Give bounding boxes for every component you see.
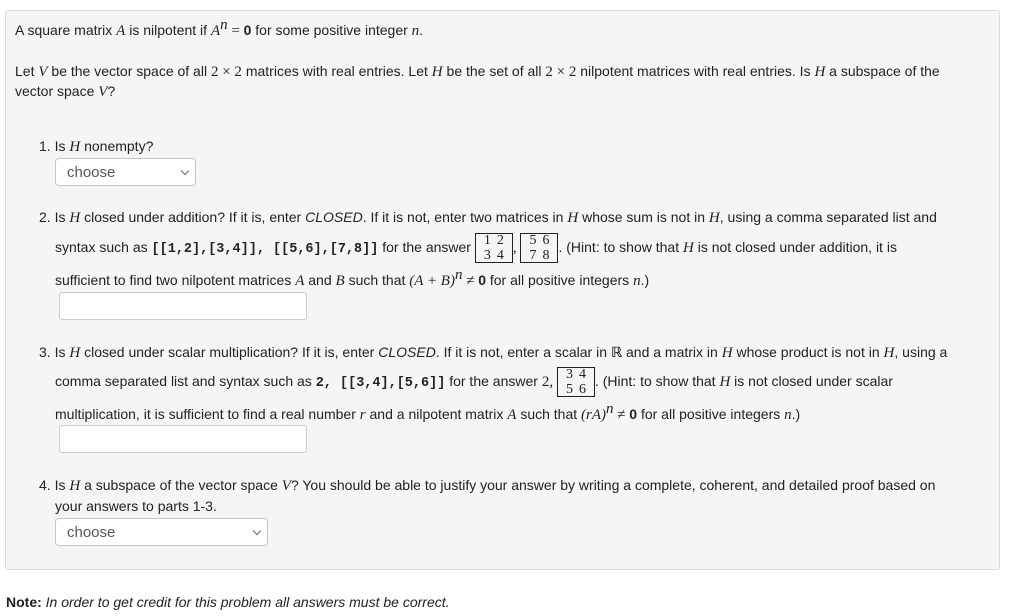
question-2-line3: sufficient to find two nilpotent matrices A and B such that $(A + B)^n \ne 0$ for all positive integers n.) — [55, 267, 650, 289]
question-4-line2: your answers to parts 1-3. — [55, 498, 217, 514]
chevron-down-icon — [253, 527, 261, 535]
setup-text-line2: vector space V? — [15, 83, 116, 100]
question-1: 1. Is H nonempty? — [39, 138, 154, 155]
q2-answer-input[interactable] — [59, 292, 307, 320]
q4-select[interactable]: choose — [55, 518, 268, 546]
question-3-line3: multiplication, it is sufficient to find a real number r and a nilpotent matrix A such that (rA)$^n$ ≠ 0 for all positive integers n.) — [55, 401, 801, 423]
setup-text: Let V be the vector space of all 2 × 2 matrices with real entries. Let H be the set of all 2 × 2 nilpotent matrices with real entries. Is H a subspace of the — [15, 63, 940, 80]
question-4: 4. Is H a subspace of the vector space V? You should be able to justify your answer by writing a complete, coherent, and detailed proof based on — [39, 477, 936, 494]
question-2-line2: syntax such as [[1,2],[3,4]], [[5,6],[7,8]] for the answer 1 2 3 4 , 5 6 7 8 . (Hint: to show that H is not closed under addition, it is — [55, 233, 897, 264]
chevron-down-icon — [181, 167, 189, 175]
q1-select[interactable]: choose — [55, 158, 196, 186]
matrix-3: 3 4 5 6 — [557, 367, 595, 397]
q3-answer-input[interactable] — [59, 425, 307, 453]
matrix-2: 5 6 7 8 — [520, 233, 558, 263]
question-2: 2. Is H closed under addition? If it is, enter CLOSED. If it is not, enter two matrices in H whose sum is not in H, using a comma separated list and — [39, 209, 937, 226]
question-3-line2: comma separated list and syntax such as 2, [[3,4],[5,6]] for the answer 2, 3 4 5 6 . (Hint: to show that H is not closed under scalar — [55, 367, 893, 398]
matrix-1: 1 2 3 4 — [475, 233, 513, 263]
definition-text: A square matrix A is nilpotent if $A^n = 0$ for some positive integer n. — [15, 17, 424, 39]
note-text: Note: In order to get credit for this problem all answers must be correct. — [6, 594, 450, 610]
question-3: 3. Is H closed under scalar multiplication? If it is, enter CLOSED. If it is not, enter a scalar in ℝ and a matrix in H whose product is not in H, using a — [39, 344, 948, 361]
